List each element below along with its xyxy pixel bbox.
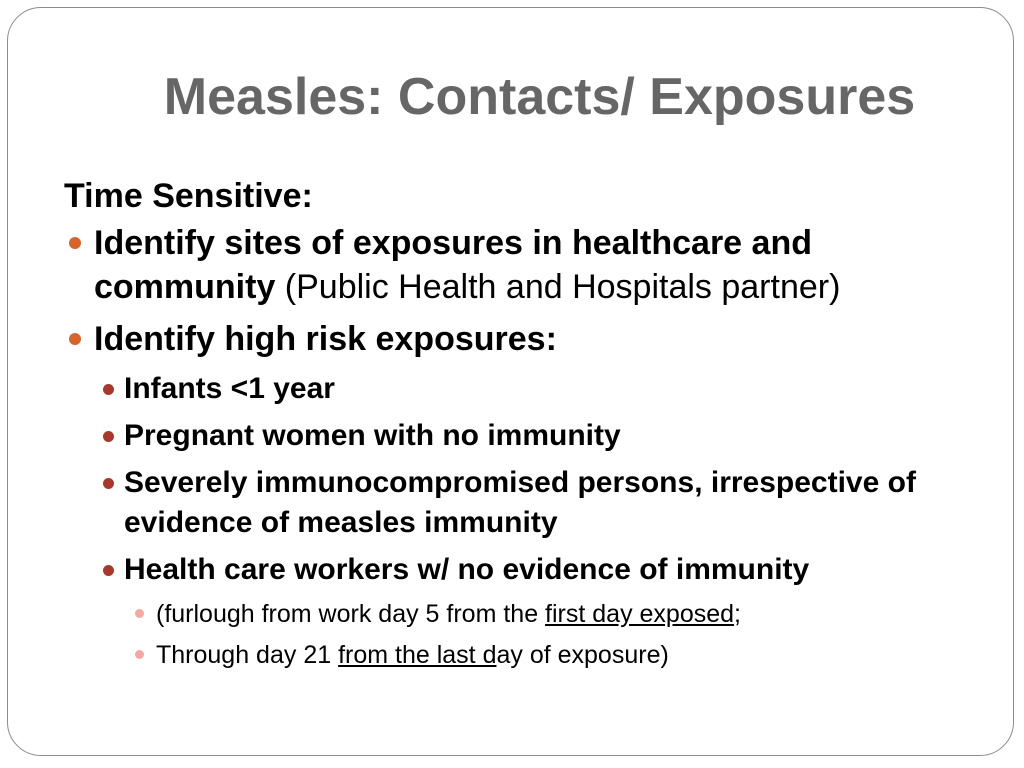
detail-text-underlined: first day exposed xyxy=(545,599,735,628)
sub-bullet-text: Infants <1 year xyxy=(124,371,335,405)
bullet-plain-text: (Public Health and Hospitals partner) xyxy=(275,267,841,306)
sub-bullet-pregnant-women xyxy=(64,416,964,456)
detail-bullet-through-day-21 xyxy=(64,638,964,672)
sub-bullet-dot-icon xyxy=(103,478,114,489)
detail-text-after: ay of exposure) xyxy=(496,640,669,669)
bullet-bold-text: Identify sites of exposures in healthcare and community xyxy=(94,223,812,306)
bullet-dot-icon xyxy=(69,237,81,249)
detail-bullet-dot-icon xyxy=(135,650,144,659)
bullet-item-exposure-sites xyxy=(64,221,964,309)
slide-title: Measles: Contacts/ Exposures xyxy=(163,68,916,126)
detail-text-before: (furlough from work day 5 from the xyxy=(156,599,546,628)
sub-bullet-health-care-workers xyxy=(64,550,964,590)
bullet-dot-icon xyxy=(69,333,81,345)
detail-text-after: ; xyxy=(734,599,741,628)
bullet-item-high-risk xyxy=(64,317,964,361)
sub-bullet-immunocompromised xyxy=(64,463,964,543)
slide-frame xyxy=(7,7,1014,756)
sub-bullet-dot-icon xyxy=(103,431,114,442)
section-heading: Time Sensitive: xyxy=(64,177,313,215)
sub-bullet-text: Severely immunocompromised persons, irrespective of evidence of measles immunity xyxy=(124,465,916,539)
detail-text-underlined: from the last d xyxy=(338,640,497,669)
detail-bullet-dot-icon xyxy=(135,609,144,618)
slide-body xyxy=(64,176,964,679)
sub-bullet-dot-icon xyxy=(103,565,114,576)
sub-bullet-text: Health care workers w/ no evidence of immunity xyxy=(124,552,810,586)
sub-bullet-dot-icon xyxy=(103,384,114,395)
sub-bullet-text: Pregnant women with no immunity xyxy=(124,418,621,452)
bullet-bold-text: Identify high risk exposures: xyxy=(94,319,557,358)
sub-bullet-infants xyxy=(64,369,964,409)
detail-bullet-furlough xyxy=(64,597,964,631)
detail-text-before: Through day 21 xyxy=(156,640,339,669)
